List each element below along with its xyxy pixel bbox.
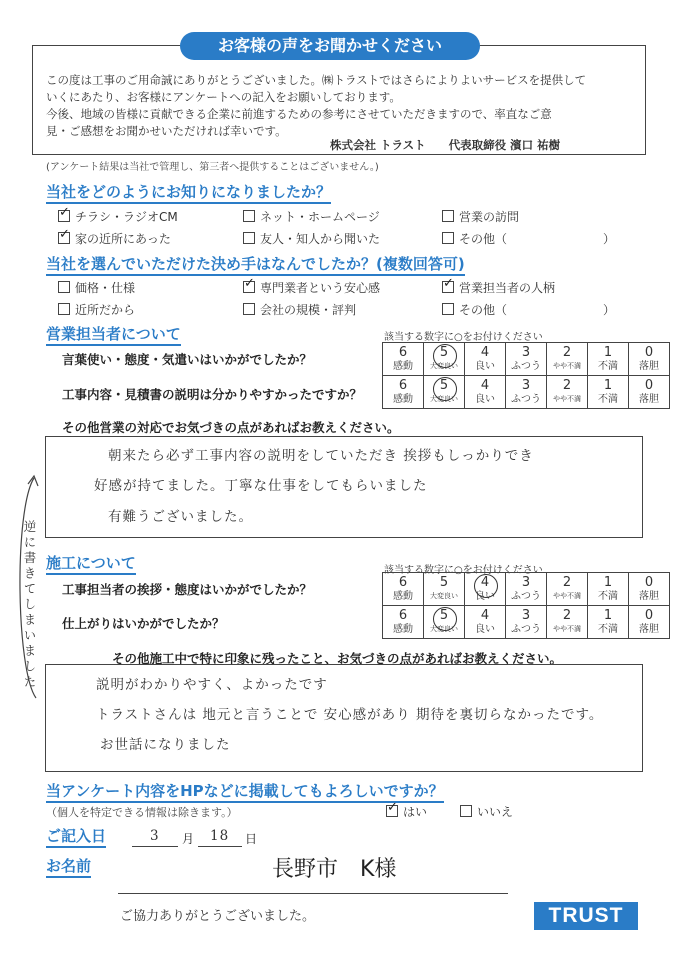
sales-comment-line: 好感が持てました。丁寧な仕事をしてもらいました (94, 478, 428, 494)
q1-option[interactable]: ✓家の近所にあった (58, 230, 171, 247)
rating-option[interactable] (383, 343, 424, 376)
rating-option[interactable] (465, 343, 506, 376)
rating-option[interactable] (424, 376, 465, 409)
rating-number: 0 (644, 344, 654, 360)
rating-option[interactable] (383, 606, 424, 639)
day-unit: 日 (245, 832, 258, 846)
rating-label: 落胆 (639, 360, 659, 372)
q1-option[interactable]: 営業の訪問 (442, 208, 519, 225)
rating-label: 良い (475, 360, 495, 372)
rating-number: 6 (398, 574, 408, 590)
intro-line: この度は工事のご用命誠にありがとうございました。㈱トラストではさらによりよいサービスを提供して (46, 73, 587, 87)
q2-option[interactable]: 近所だから (58, 301, 135, 318)
rating-option[interactable] (383, 573, 424, 606)
q2-option[interactable]: ✓ 営業担当者の人柄 (442, 279, 555, 296)
rating-number: 3 (521, 377, 531, 393)
rating-number: 5 (439, 574, 449, 590)
bracket-arrow-icon (12, 470, 46, 700)
rating-option[interactable] (629, 573, 670, 606)
q1-option[interactable]: その他（ ） (442, 230, 615, 247)
construction-question-1: 工事担当者の挨拶・態度はいかがでしたか？ (62, 582, 313, 597)
sales-rating-table (382, 342, 670, 409)
rating-row (383, 573, 670, 606)
sales-question-2: 工事内容・見積書の説明は分かりやすかったですか？ (62, 387, 363, 402)
checkbox-icon[interactable] (58, 281, 70, 293)
rating-option[interactable] (383, 376, 424, 409)
rating-label: 大変良い (430, 591, 458, 600)
sales-section-title: 営業担当者について (46, 324, 181, 346)
rating-label: ふつう (511, 393, 541, 405)
checkbox-icon[interactable] (58, 210, 70, 222)
construction-scale-caption: 該当する数字に○をお付けください (384, 565, 543, 576)
rating-label: 落胆 (639, 590, 659, 602)
rating-option[interactable] (424, 573, 465, 606)
rating-option[interactable] (424, 343, 465, 376)
rating-option[interactable] (424, 606, 465, 639)
rating-option[interactable] (588, 573, 629, 606)
rating-number: 1 (603, 344, 613, 360)
rating-number: 5 (439, 607, 449, 623)
rating-label: 感動 (393, 360, 413, 372)
rating-number: 0 (644, 607, 654, 623)
privacy-note: (アンケート結果は当社で管理し、第三者へ提供することはございません。) (46, 162, 379, 173)
checkbox-icon[interactable] (442, 210, 454, 222)
q2-title: 当社を選んでいただけた決め手はなんでしたか？(複数回答可) (46, 254, 465, 276)
rating-number: 6 (398, 377, 408, 393)
rating-option[interactable] (588, 376, 629, 409)
rating-label: ふつう (511, 590, 541, 602)
month-value: 3 (150, 828, 160, 844)
rating-label: 良い (475, 590, 495, 602)
rating-number: 0 (644, 574, 654, 590)
rating-option[interactable] (588, 606, 629, 639)
intro-line: いくにあたり、お客様にアンケートへの記入をお願いしております。 (46, 90, 401, 104)
construction-section-title: 施工について (46, 553, 136, 575)
rating-number: 5 (439, 344, 449, 360)
thanks-text: ご協力ありがとうございました。 (120, 909, 316, 924)
rating-number: 6 (398, 344, 408, 360)
month-unit: 月 (182, 832, 195, 846)
publish-title: 当アンケート内容をHPなどに掲載してもよろしいですか？ (46, 781, 444, 803)
rating-number: 1 (603, 574, 613, 590)
rating-number: 2 (562, 607, 572, 623)
rating-label: やや不満 (553, 624, 581, 633)
rating-number: 4 (480, 377, 490, 393)
q2-option[interactable]: その他（ ） (442, 301, 615, 318)
rating-option[interactable] (547, 606, 588, 639)
day-value: 18 (210, 828, 230, 844)
publish-note: （個人を特定できる情報は除きます。） (46, 806, 238, 819)
rating-option[interactable] (465, 606, 506, 639)
rating-row (383, 343, 670, 376)
rating-label: 良い (475, 623, 495, 635)
publish-yes[interactable]: ✓ はい (386, 803, 427, 820)
rating-number: 1 (603, 607, 613, 623)
construction-question-2: 仕上がりはいかがでしたか？ (62, 616, 225, 631)
rating-label: 大変良い (430, 624, 458, 633)
checkbox-icon[interactable] (442, 303, 454, 315)
rating-number: 2 (562, 574, 572, 590)
sales-comment-line: 有難うございました。 (108, 509, 253, 525)
construction-comment-line: トラストさんは 地元と言うことで 安心感があり 期待を裏切らなかったです。 (96, 707, 604, 723)
rating-number: 2 (562, 377, 572, 393)
checkbox-icon[interactable] (243, 210, 255, 222)
trust-logo: TRUST (534, 902, 638, 930)
checkbox-icon[interactable] (243, 281, 255, 293)
name-field[interactable] (118, 893, 508, 894)
q1-option[interactable]: ✓チラシ・ラジオCM (58, 208, 178, 225)
sales-scale-caption: 該当する数字に○をお付けください (384, 332, 543, 343)
rating-option[interactable] (547, 376, 588, 409)
rating-number: 4 (480, 344, 490, 360)
rating-label: 感動 (393, 393, 413, 405)
construction-rating-table (382, 572, 670, 639)
q2-option[interactable]: ✓ 専門業者という安心感 (243, 279, 380, 296)
rating-number: 2 (562, 344, 572, 360)
rating-option[interactable] (629, 606, 670, 639)
sales-question-1: 言葉使い・態度・気遣いはいかがでしたか？ (62, 352, 313, 367)
rating-number: 4 (480, 574, 490, 590)
rating-label: 不満 (598, 590, 618, 602)
rating-label: 不満 (598, 623, 618, 635)
checkbox-icon[interactable] (243, 303, 255, 315)
rating-row (383, 606, 670, 639)
rating-option[interactable] (547, 343, 588, 376)
checkbox-icon[interactable] (386, 805, 398, 817)
construction-comment-line: お世話になりました (100, 737, 231, 753)
checkbox-icon[interactable] (442, 281, 454, 293)
checkbox-icon[interactable] (442, 232, 454, 244)
rating-label: 大変良い (430, 361, 458, 370)
checkbox-icon[interactable] (460, 805, 472, 817)
q2-option[interactable]: 会社の規模・評判 (243, 301, 356, 318)
rating-label: 落胆 (639, 623, 659, 635)
rating-label: ふつう (511, 623, 541, 635)
rating-option[interactable] (588, 343, 629, 376)
publish-no[interactable]: いいえ (460, 803, 513, 820)
rating-number: 4 (480, 607, 490, 623)
rating-option[interactable] (547, 573, 588, 606)
rating-label: 感動 (393, 623, 413, 635)
rating-label: 不満 (598, 360, 618, 372)
rating-label: 感動 (393, 590, 413, 602)
rating-option[interactable] (629, 376, 670, 409)
rating-label: やや不満 (553, 394, 581, 403)
rating-label: 不満 (598, 393, 618, 405)
rating-number: 1 (603, 377, 613, 393)
intro-line: 見・ご感想をお聞かせいただければ幸いです。 (46, 124, 287, 138)
q1-title: 当社をどのようにお知りになりましたか？ (46, 182, 331, 204)
rating-number: 0 (644, 377, 654, 393)
rating-option[interactable] (506, 343, 547, 376)
rating-number: 3 (521, 344, 531, 360)
intro-text (46, 72, 636, 140)
side-handwritten-note: 逆に書きてしまいました (22, 520, 37, 691)
rating-number: 3 (521, 607, 531, 623)
survey-title: お客様の声をお聞かせください (180, 32, 480, 60)
rating-option[interactable] (506, 573, 547, 606)
day-field[interactable] (198, 846, 242, 847)
name-label: お名前 (46, 856, 91, 878)
construction-comment-line: 説明がわかりやすく、よかったです (96, 677, 328, 693)
rating-label: やや不満 (553, 361, 581, 370)
rating-option[interactable] (465, 376, 506, 409)
rating-number: 6 (398, 607, 408, 623)
month-field[interactable] (132, 846, 178, 847)
rating-option[interactable] (506, 606, 547, 639)
checkbox-icon[interactable] (58, 303, 70, 315)
rating-label: ふつう (511, 360, 541, 372)
rating-number: 3 (521, 574, 531, 590)
company-signature: 株式会社 トラスト 代表取締役 濱口 祐樹 (330, 138, 561, 152)
checkbox-icon[interactable] (243, 232, 255, 244)
rating-option[interactable] (629, 343, 670, 376)
q1-option[interactable]: ネット・ホームページ (243, 208, 380, 225)
rating-label: 落胆 (639, 393, 659, 405)
intro-line: 今後、地域の皆様に貢献できる企業に前進するための参考にさせていただきますので、率直なご意 (46, 107, 552, 121)
rating-label: 大変良い (430, 394, 458, 403)
checkbox-icon[interactable] (58, 232, 70, 244)
rating-label: やや不満 (553, 591, 581, 600)
sales-comment-prompt: その他営業の対応でお気づきの点があればお教えください。 (62, 420, 400, 435)
q1-option[interactable]: 友人・知人から聞いた (243, 230, 380, 247)
rating-number: 5 (439, 377, 449, 393)
rating-option[interactable] (465, 573, 506, 606)
construction-comment-prompt: その他施工中で特に印象に残ったこと、お気づきの点があればお教えください。 (112, 651, 563, 666)
rating-option[interactable] (506, 376, 547, 409)
date-label: ご記入日 (46, 826, 106, 848)
q2-option[interactable]: 価格・仕様 (58, 279, 135, 296)
name-value: 長野市 K様 (272, 857, 397, 882)
sales-comment-line: 朝来たら必ず工事内容の説明をしていただき 挨拶もしっかりでき (108, 448, 534, 464)
rating-row (383, 376, 670, 409)
rating-label: 良い (475, 393, 495, 405)
